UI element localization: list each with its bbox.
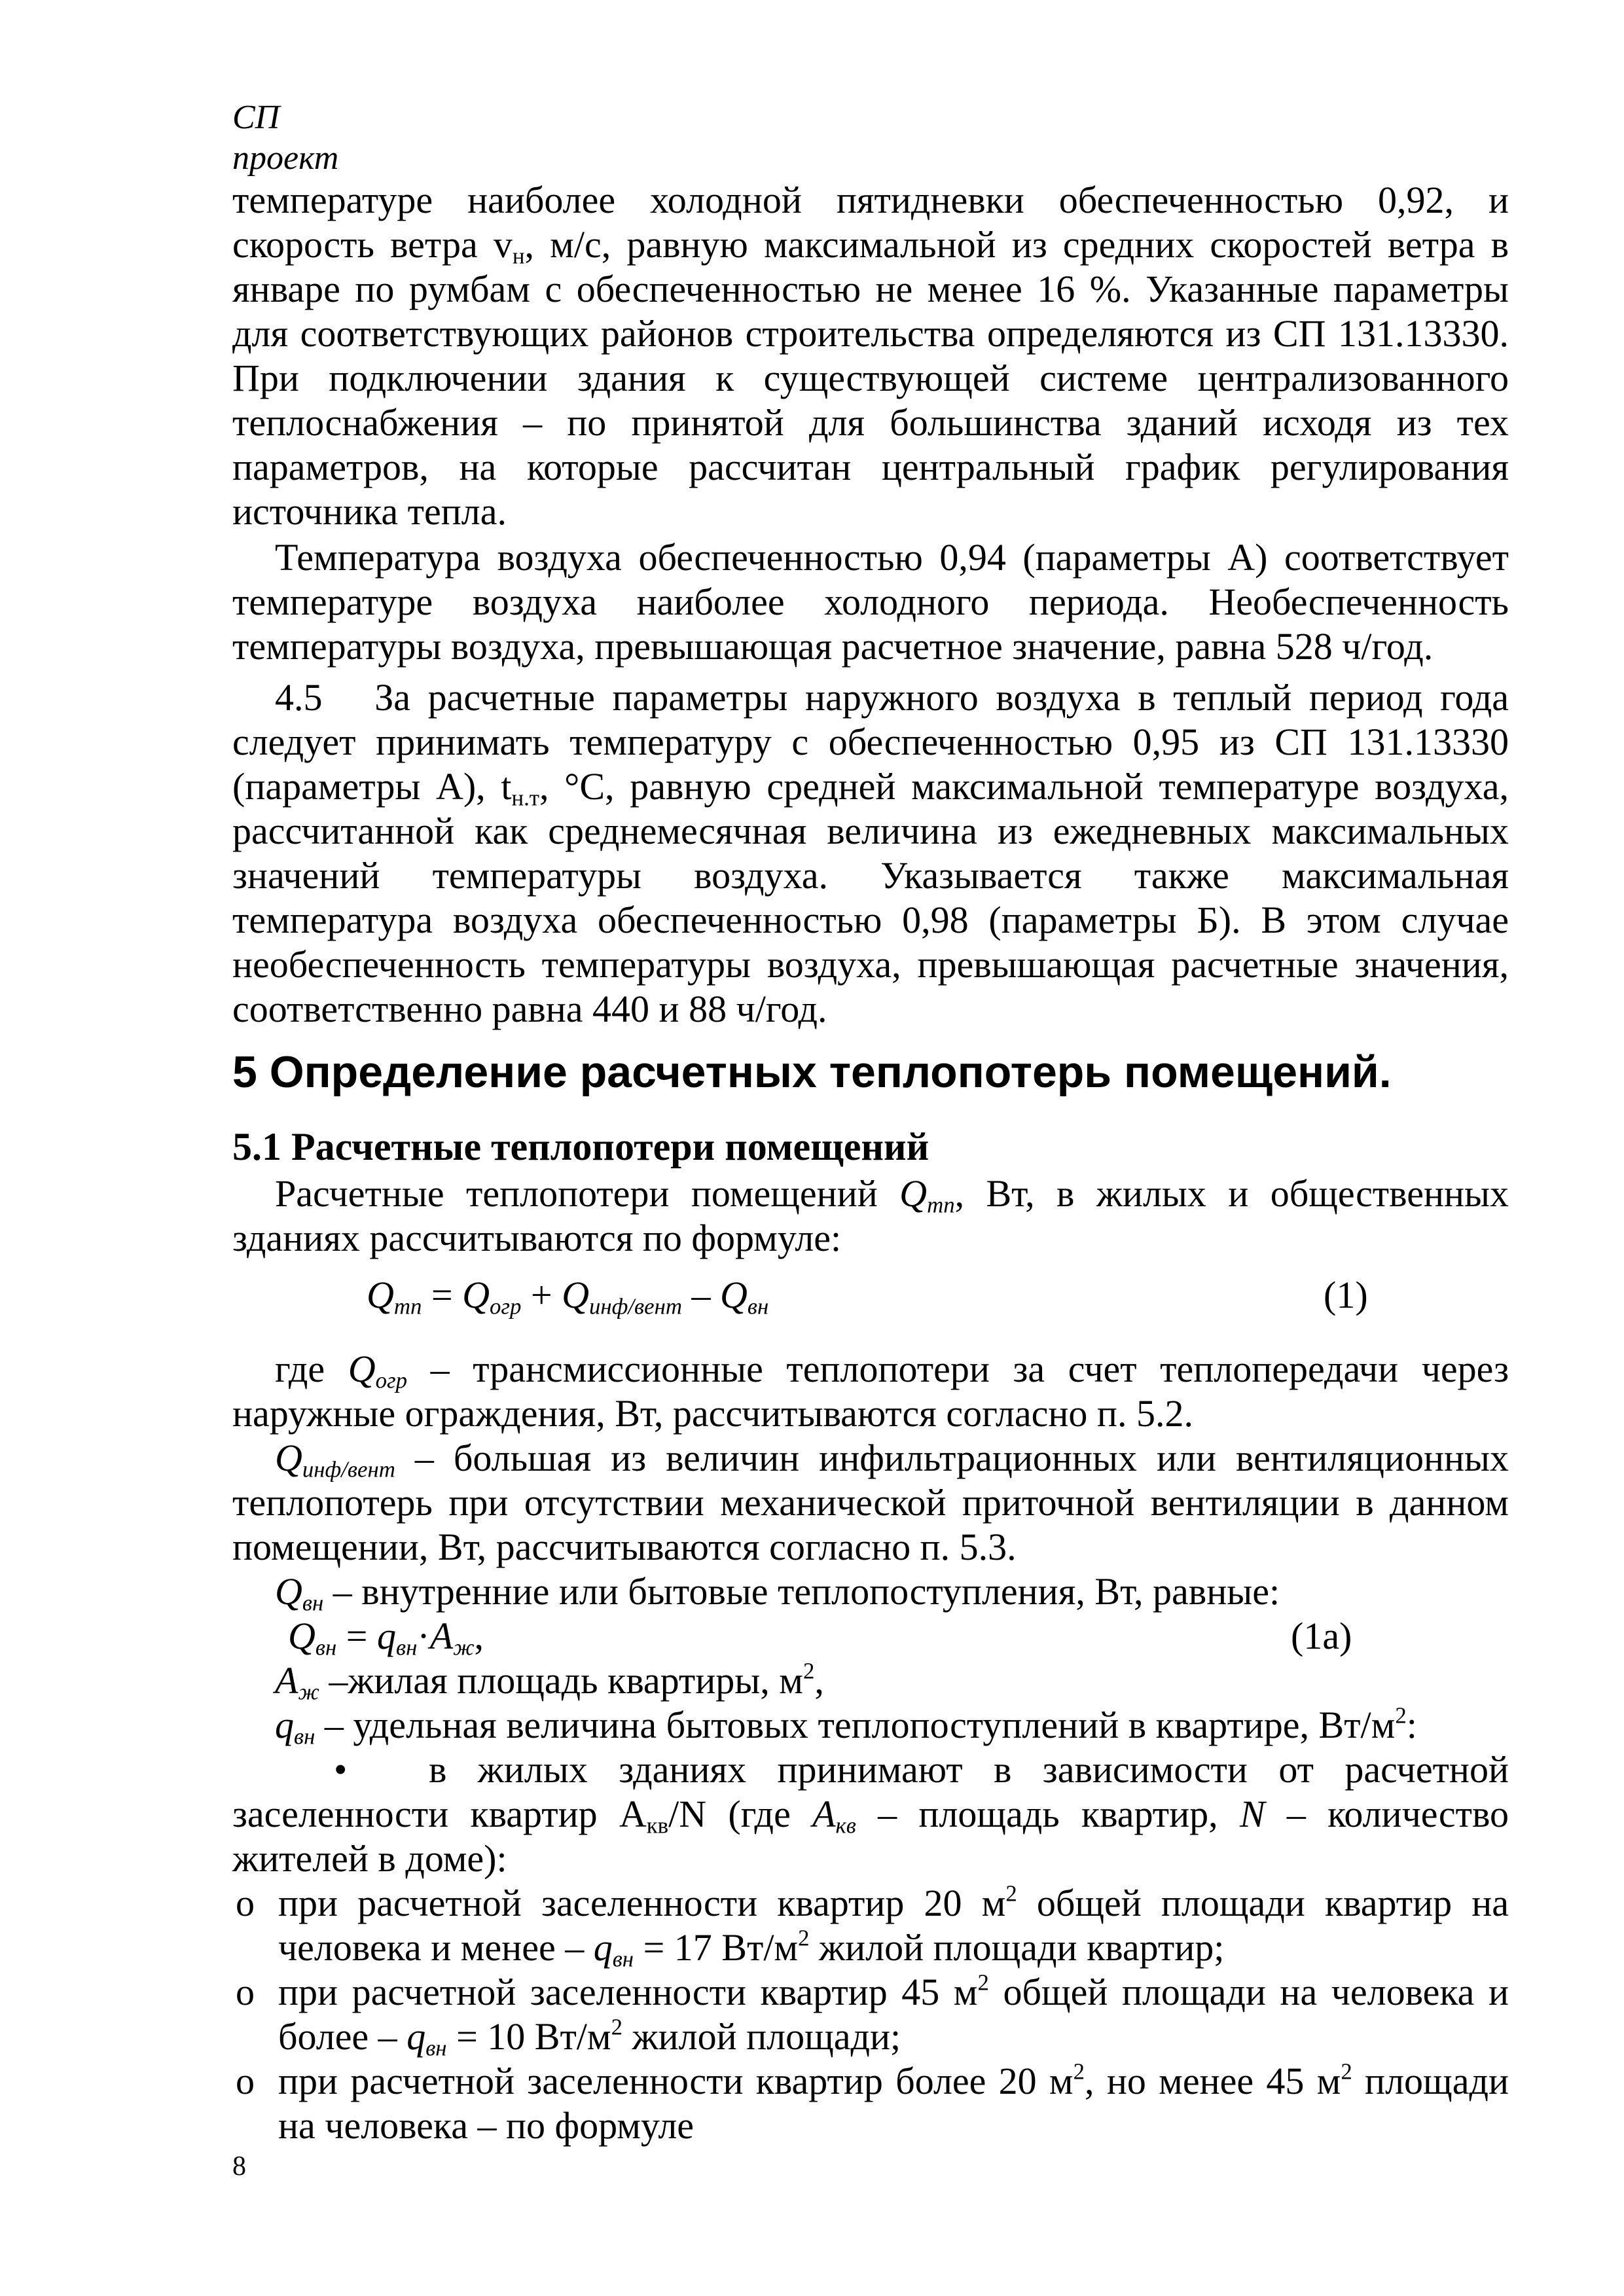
circle-bullet-icon: o [236, 2060, 255, 2102]
paragraph-line: температуре воздуха наиболее холодного периода. Необеспеченность [232, 581, 1509, 623]
paragraph-line: скорость ветра $v_н$, м/с, равную максимальной из средних скоростей ветра в [232, 223, 1509, 269]
list-item-line: человека и менее – $q_{вн} = 17$ $Вт/м^2$ жилой площади квартир; [278, 1925, 1225, 1972]
paragraph-line: рассчитанной как среднемесячная величина из ежедневных максимальных [232, 810, 1509, 852]
formula-1: $Q_{тп} = Q_{огр} + Q_{инф/вент} - Q_{вн}$ [367, 1274, 769, 1319]
paragraph-line: температура воздуха обеспеченностью 0,98 (параметры Б). В этом случае [232, 899, 1509, 941]
paragraph-line: 4.5 За расчетные параметры наружного воздуха в теплый период года [275, 676, 1509, 719]
paragraph-line: зданиях рассчитываются по формуле: [232, 1217, 842, 1259]
list-item-line: на человека – по формуле [278, 2104, 695, 2147]
paragraph-line: $Q_{инф/вент}$ – большая из величин инфильтрационных или вентиляционных [275, 1437, 1509, 1482]
list-item-line: при расчетной заселенности квартир более 20 $м^2$, но менее 45 $м^2$ площади [278, 2058, 1509, 2102]
paragraph-line: январе по румбам с обеспеченностью не менее 16 %. Указанные параметры [232, 268, 1509, 310]
paragraph-line: где $Q_{огр}$ – трансмиссионные теплопотери за счет теплопередачи через [275, 1348, 1509, 1393]
paragraph-line: Температура воздуха обеспеченностью 0,94 (параметры А) соответствует [275, 536, 1509, 579]
bullet-line: в жилых зданиях принимают в зависимости от расчетной [429, 1748, 1509, 1791]
list-item-line: при расчетной заселенности квартир 45 $м^2$ общей площади на человека и [278, 1969, 1509, 2013]
paragraph-line: параметров, на которые рассчитан центральный график регулирования [232, 446, 1509, 488]
paragraph-line: соответственно равна 440 и 88 ч/год. [232, 988, 827, 1030]
paragraph-line: $Q_{вн}$ – внутренние или бытовые теплопоступления, Вт, равные: [275, 1570, 1280, 1616]
list-item-line: более – $q_{вн} = 10$ $Вт/м^2$ жилой площади; [278, 2014, 901, 2061]
paragraph-line: температуры воздуха, превышающая расчетное значение, равна 528 ч/год. [232, 625, 1434, 668]
paragraph-line: Расчетные теплопотери помещений $Q_{тп}$, Вт, в жилых и общественных [275, 1172, 1509, 1218]
equation-number-1: (1) [1324, 1274, 1368, 1316]
paragraph-line: $A_ж$ –жилая площадь квартиры, $м^2$, [275, 1658, 824, 1705]
paragraph-line: необеспеченность температуры воздуха, превышающая расчетные значения, [232, 943, 1509, 986]
paragraph-line: температуре наиболее холодной пятидневки обеспеченностью 0,92, и [232, 179, 1509, 221]
bullet-icon: • [334, 1748, 348, 1791]
paragraph-line: теплопотерь при отсутствии механической приточной вентиляции в данном [232, 1481, 1509, 1524]
paragraph-line: значений температуры воздуха. Указывается также максимальная [232, 854, 1509, 897]
equation-number-1a: (1а) [1291, 1615, 1352, 1657]
bullet-line: заселенности квартир $А_{кв}/N$ (где $А_{кв}$ – площадь квартир, N – количество [232, 1793, 1509, 1839]
circle-bullet-icon: o [236, 1882, 255, 1924]
paragraph-line: наружные ограждения, Вт, рассчитываются согласно п. 5.2. [232, 1392, 1193, 1435]
circle-bullet-icon: o [236, 1971, 255, 2013]
paragraph-line: При подключении здания к существующей системе централизованного [232, 357, 1509, 399]
header-line-1: СП [232, 99, 280, 136]
paragraph-line: $q_{вн}$ – удельная величина бытовых теплопоступлений в квартире, $Вт/м^2$: [275, 1702, 1417, 1749]
paragraph-line: (параметры А), $t_{н.т}$, °С, равную средней максимальной температуре воздуха, [232, 765, 1509, 811]
subsection-heading: 5.1 Расчетные теплопотери помещений [232, 1125, 929, 1168]
paragraph-line: источника тепла. [232, 490, 507, 533]
section-heading: 5 Определение расчетных теплопотерь помещений. [232, 1047, 1392, 1097]
paragraph-line: для соответствующих районов строительства определяются из СП 131.13330. [232, 312, 1509, 355]
paragraph-line: помещении, Вт, рассчитываются согласно п. 5.3. [232, 1526, 1017, 1568]
page-number: 8 [232, 2151, 246, 2181]
list-item-line: при расчетной заселенности квартир 20 $м^2$ общей площади квартир на [278, 1880, 1509, 1924]
paragraph-line: теплоснабжения – по принятой для большинства зданий исходя из тех [232, 401, 1509, 444]
bullet-line: жителей в доме): [232, 1837, 507, 1880]
header-line-2: проект [232, 139, 339, 177]
formula-1a: $Q_{вн} = q_{вн}\cdot A_ж$, [288, 1615, 484, 1660]
paragraph-line: следует принимать температуру с обеспеченностью 0,95 из СП 131.13330 [232, 721, 1509, 763]
